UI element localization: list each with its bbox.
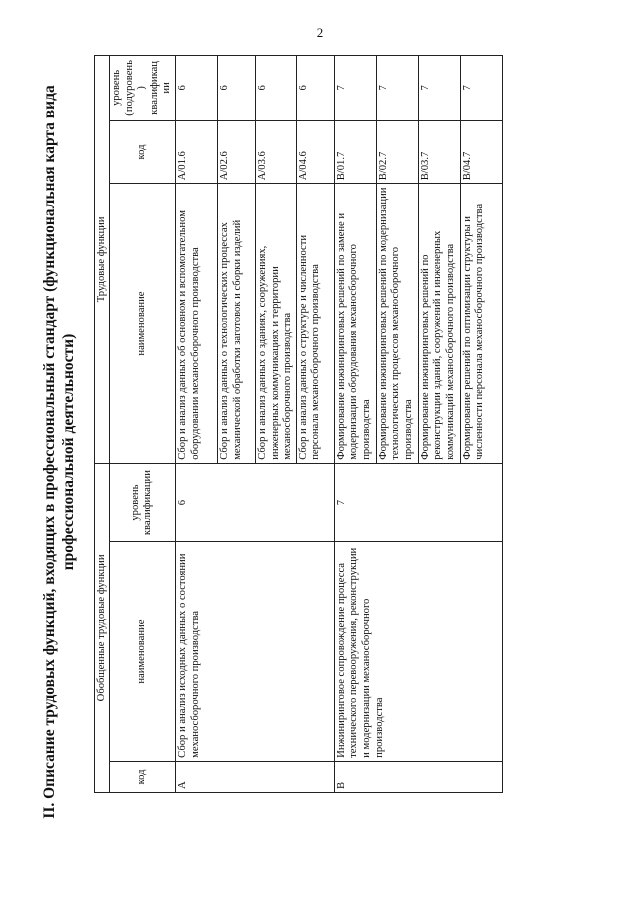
tf-code: B/01.7 — [334, 120, 376, 184]
functional-map-table — [94, 55, 503, 793]
landscape-sheet — [20, 52, 620, 852]
tf-name: Сбор и анализ данных о технологических процессах механической обработки заготовок и сборки изделий — [217, 184, 255, 464]
tf-name: Сбор и анализ данных о структуре и численности персонала механосборочного производства — [296, 184, 334, 464]
tf-level: 6 — [175, 56, 217, 121]
gf-name: Инжиниринговое сопровождение процесса технического перевооружения, реконструкции и модернизации механосборочного производства — [334, 542, 502, 761]
section-title — [40, 52, 78, 852]
table-row — [175, 56, 217, 793]
tf-level: 6 — [255, 56, 296, 121]
section-title-line-1: II. Описание трудовых функций, входящих в профессиональный стандарт (функциональная карта вида — [41, 85, 58, 819]
tf-name: Формирование инжиниринговых решений по реконструкции зданий, сооружений и инженерных коммуникаций механосборочного производства — [418, 184, 460, 464]
labor-functions-header: Трудовые функции — [95, 56, 110, 464]
tf-level: 6 — [296, 56, 334, 121]
tf-code: B/02.7 — [376, 120, 418, 184]
tf-code: B/03.7 — [418, 120, 460, 184]
tf-code: A/04.6 — [296, 120, 334, 184]
generalized-functions-header: Обобщенные трудовые функции — [95, 463, 110, 792]
code-header: код — [110, 761, 176, 792]
gf-level: 7 — [334, 463, 502, 542]
tf-code: A/01.6 — [175, 120, 217, 184]
labor-name-header: наименование — [110, 184, 176, 464]
labor-code-header: код — [110, 120, 176, 184]
gf-code: A — [175, 761, 334, 792]
tf-name: Формирование инжиниринговых решений по замене и модернизации оборудования механосборочного производства — [334, 184, 376, 464]
page-number: 2 — [316, 25, 324, 40]
tf-name: Формирование инжиниринговых решений по модернизации технологических процессов механосборочного производства — [376, 184, 418, 464]
tf-code: B/04.7 — [460, 120, 502, 184]
tf-level: 6 — [217, 56, 255, 121]
gf-name: Сбор и анализ исходных данных о состоянии механосборочного производства — [175, 542, 334, 761]
tf-level: 7 — [460, 56, 502, 121]
tf-name: Формирование решений по оптимизации структуры и численности персонала механосборочного производства — [460, 184, 502, 464]
sublevel-header: уровень (подуровень) квалификации — [110, 56, 176, 121]
section-title-line-2: профессиональной деятельности) — [60, 333, 77, 571]
tf-name: Сбор и анализ данных о зданиях, сооружениях, инженерных коммуникациях и территории механосборочного производства — [255, 184, 296, 464]
table-row — [334, 56, 376, 793]
tf-code: A/03.6 — [255, 120, 296, 184]
tf-level: 7 — [334, 56, 376, 121]
tf-code: A/02.6 — [217, 120, 255, 184]
gf-level: 6 — [175, 463, 334, 542]
tf-level: 7 — [376, 56, 418, 121]
tf-level: 7 — [418, 56, 460, 121]
level-header: уровень квалификации — [110, 463, 176, 542]
name-header: наименование — [110, 542, 176, 761]
gf-code: B — [334, 761, 502, 792]
tf-name: Сбор и анализ данных об основном и вспомогательном оборудовании механосборочного производства — [175, 184, 217, 464]
